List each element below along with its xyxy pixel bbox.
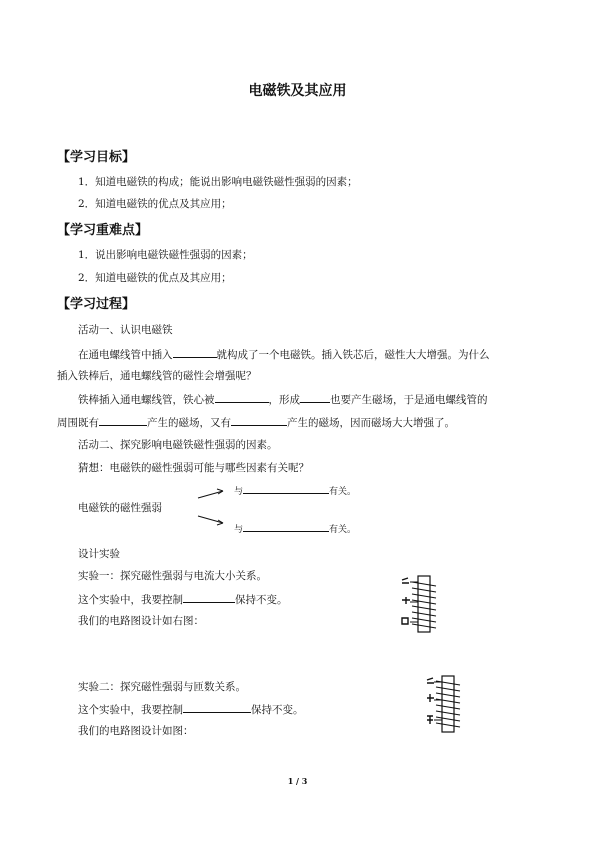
- activity1-paragraph1-line2: 插入铁棒后，通电螺线管的磁性会增强呢？: [57, 370, 257, 382]
- design-heading: 设计实验: [78, 548, 120, 560]
- solenoid-diagram-1: [398, 572, 446, 636]
- fill-blank: [183, 592, 235, 603]
- text-span: 产生的磁场，又有: [147, 417, 231, 429]
- text-span: 周围既有: [57, 417, 99, 429]
- activity1-paragraph1-line1: [78, 347, 490, 362]
- text-span: 在通电螺线管中插入: [78, 349, 173, 361]
- fill-blank: [231, 415, 287, 426]
- experiment2-control: [78, 702, 304, 717]
- factor-line-1: [234, 484, 356, 497]
- text-span: 这个实验中，我要控制: [78, 704, 183, 716]
- text-span: 有关。: [329, 487, 357, 497]
- fill-blank: [243, 484, 329, 494]
- text-span: 铁棒插入通电螺线管，铁心被: [78, 394, 215, 406]
- experiment2-title: 实验二：探究磁性强弱与匝数关系。: [78, 681, 246, 693]
- branch-arrows: [195, 485, 235, 531]
- page-number: 1 / 3: [287, 776, 308, 786]
- factor-line-2: [234, 522, 356, 535]
- activity1-heading: 活动一、认识电磁铁: [78, 324, 173, 336]
- section-key-points-heading: 【学习重难点】: [57, 223, 149, 238]
- text-span: 也要产生磁场，于是通电螺线管的: [330, 394, 488, 406]
- text-span: 产生的磁场，因而磁场大大增强了。: [287, 417, 455, 429]
- activity2-guess: 猜想：电磁铁的磁性强弱可能与哪些因素有关呢？: [78, 462, 309, 474]
- text-span: 这个实验中，我要控制: [78, 594, 183, 606]
- solenoid-diagram-2: [424, 672, 468, 736]
- goal-item: 1．知道电磁铁的构成；能说出影响电磁铁磁性强弱的因素；: [78, 176, 358, 188]
- experiment1-control: [78, 592, 288, 607]
- text-span: 保持不变。: [251, 704, 304, 716]
- fill-blank: [215, 392, 269, 403]
- key-point-item: 1．说出影响电磁铁磁性强弱的因素；: [78, 249, 253, 261]
- fill-blank: [173, 347, 217, 358]
- factor-left-label: 电磁铁的磁性强弱: [78, 502, 162, 514]
- experiment2-circuit-note: 我们的电路图设计如图：: [78, 725, 194, 737]
- fill-blank: [300, 392, 330, 403]
- key-point-item: 2．知道电磁铁的优点及其应用；: [78, 272, 232, 284]
- text-span: 与: [234, 487, 244, 497]
- fill-blank: [183, 702, 251, 713]
- goal-item: 2．知道电磁铁的优点及其应用；: [78, 198, 232, 210]
- fill-blank: [243, 522, 329, 532]
- activity2-heading: 活动二、探究影响电磁铁磁性强弱的因素。: [78, 439, 278, 451]
- experiment1-title: 实验一：探究磁性强弱与电流大小关系。: [78, 570, 267, 582]
- activity1-paragraph2-line1: [78, 392, 488, 407]
- text-span: 保持不变。: [235, 594, 288, 606]
- experiment1-circuit-note: 我们的电路图设计如右图：: [78, 615, 204, 627]
- activity1-paragraph2-line2: [57, 415, 455, 430]
- page-title: 电磁铁及其应用: [248, 83, 347, 99]
- text-span: 与: [234, 525, 244, 535]
- text-span: 有关。: [329, 525, 357, 535]
- fill-blank: [99, 415, 147, 426]
- text-span: 就构成了一个电磁铁。插入铁芯后，磁性大大增强。为什么: [216, 349, 490, 361]
- section-goals-heading: 【学习目标】: [57, 150, 136, 165]
- section-process-heading: 【学习过程】: [57, 297, 136, 312]
- text-span: ，形成: [268, 394, 300, 406]
